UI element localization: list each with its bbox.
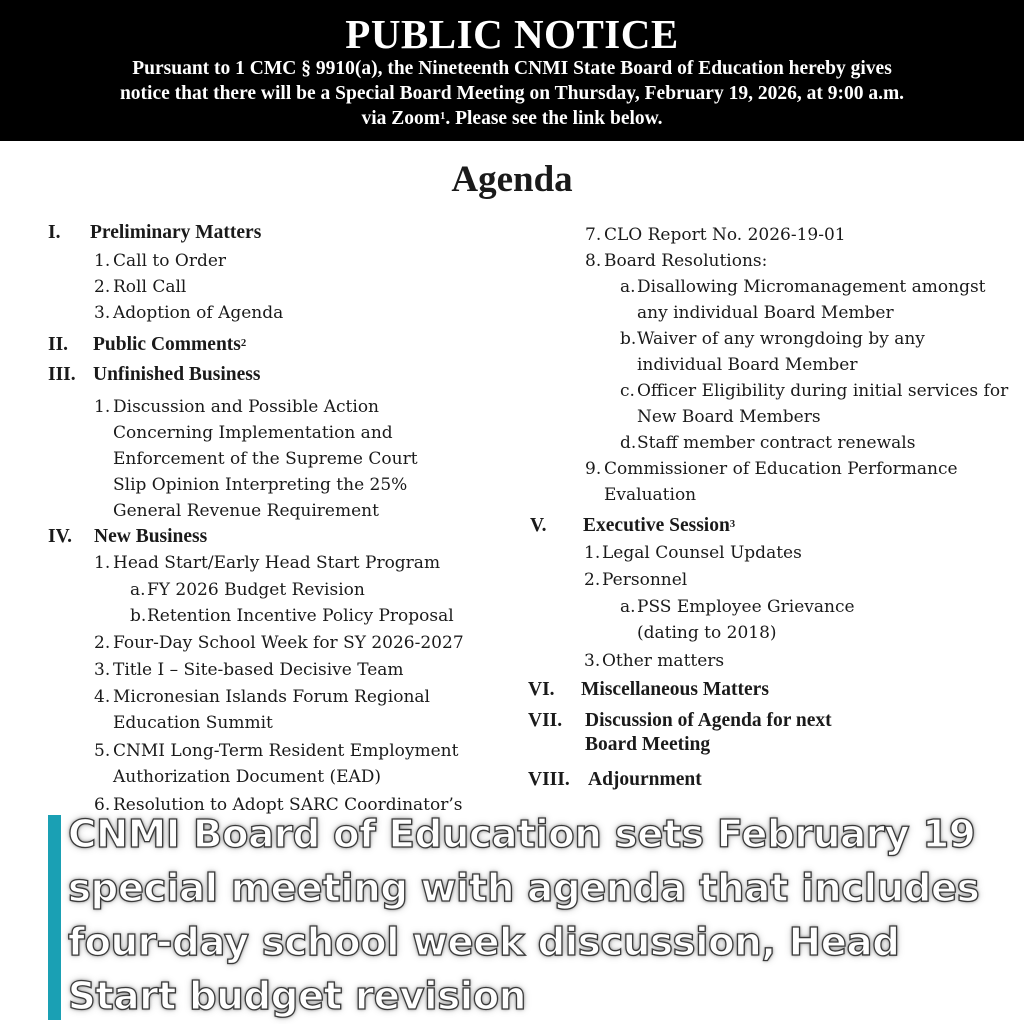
section-number: IV. bbox=[48, 526, 73, 547]
list-item: a. PSS Employee Grievance (dating to 2018) bbox=[620, 597, 855, 643]
section-number: VIII. bbox=[528, 769, 570, 790]
section-heading bbox=[48, 524, 518, 550]
list-item: 2. Four-Day School Week for SY 2026-2027 bbox=[94, 633, 464, 653]
section-title: Adjournment bbox=[588, 769, 702, 790]
section-number: VI. bbox=[528, 679, 555, 700]
notice-line-2: notice that there will be a Special Board Meeting on Thursday, February 19, 2026, at 9:00 a.m. bbox=[119, 83, 905, 104]
section-title: Executive Session bbox=[583, 515, 730, 536]
notice-line-1: Pursuant to 1 CMC § 9910(a), the Nineteenth CNMI State Board of Education hereby gives bbox=[132, 58, 892, 79]
section-title: Miscellaneous Matters bbox=[581, 679, 769, 700]
notice-line-3-pre: via Zoom bbox=[361, 108, 440, 129]
section-number: III. bbox=[48, 364, 76, 385]
section-heading bbox=[528, 675, 1018, 705]
section-title: Public Comments bbox=[93, 334, 241, 355]
section-heading bbox=[48, 330, 518, 360]
section-number: I. bbox=[48, 222, 61, 243]
agenda-right-column bbox=[528, 222, 1018, 795]
footnote-marker: 3 bbox=[729, 518, 736, 530]
list-item: 3. Other matters bbox=[584, 651, 725, 671]
section-title: Discussion of Agenda for next bbox=[585, 710, 832, 731]
list-item: 2. Personnel bbox=[584, 570, 688, 590]
section-title: New Business bbox=[94, 526, 208, 547]
list-item: 7. CLO Report No. 2026-19-01 bbox=[585, 225, 846, 245]
list-item: 3. Adoption of Agenda bbox=[94, 303, 284, 323]
headline-line: special meeting with agenda that includes bbox=[68, 866, 980, 911]
list-item: 4. Micronesian Islands Forum Regional Education Summit bbox=[94, 687, 430, 733]
section-heading bbox=[528, 705, 1018, 765]
list-item: 1. Discussion and Possible Action Concerning Implementation and Enforcement of the Supreme Court Slip Opinion Interpreting the 25% General Revenue Requirement bbox=[94, 397, 418, 521]
list-item: 2. Roll Call bbox=[94, 277, 187, 297]
list-item: d. Staff member contract renewals bbox=[620, 433, 916, 453]
section-number: V. bbox=[530, 515, 547, 536]
list-item: a. FY 2026 Budget Revision bbox=[130, 580, 365, 600]
section-heading bbox=[528, 512, 1018, 540]
agenda-left-column bbox=[48, 218, 518, 818]
section-number: VII. bbox=[528, 710, 563, 731]
headline-line: four-day school week discussion, Head bbox=[68, 920, 900, 965]
agenda-heading: Agenda bbox=[451, 159, 573, 200]
list-item: 1. Call to Order bbox=[94, 251, 227, 271]
headline-line: CNMI Board of Education sets February 19 bbox=[68, 812, 976, 857]
list-item: b. Retention Incentive Policy Proposal bbox=[130, 606, 454, 626]
headline-line: Start budget revision bbox=[68, 974, 526, 1019]
accent-bar bbox=[48, 815, 61, 1020]
section-heading bbox=[48, 218, 518, 248]
section-title: Preliminary Matters bbox=[90, 222, 262, 243]
list-item: 9. Commissioner of Education Performance Evaluation bbox=[585, 459, 958, 505]
footnote-marker: 2 bbox=[240, 337, 247, 349]
list-item: c. Officer Eligibility during initial services for New Board Members bbox=[620, 381, 1009, 427]
list-item: 8. Board Resolutions: bbox=[585, 251, 768, 271]
section-heading bbox=[48, 360, 518, 390]
news-headline bbox=[68, 808, 1018, 1024]
list-item: a. Disallowing Micromanagement amongst any individual Board Member bbox=[620, 277, 986, 323]
section-heading bbox=[528, 765, 1018, 795]
section-title-cont: Board Meeting bbox=[585, 734, 711, 755]
notice-title: PUBLIC NOTICE bbox=[345, 11, 679, 57]
footnote-marker: 1 bbox=[439, 110, 446, 122]
notice-line-3 bbox=[0, 106, 1024, 131]
list-item: 5. CNMI Long-Term Resident Employment Authorization Document (EAD) bbox=[94, 741, 459, 787]
section-title: Unfinished Business bbox=[93, 364, 261, 385]
list-item: 1. Head Start/Early Head Start Program bbox=[94, 553, 441, 573]
list-item: 3. Title I – Site-based Decisive Team bbox=[94, 660, 404, 680]
list-item: b. Waiver of any wrongdoing by any individual Board Member bbox=[620, 329, 925, 375]
list-item: 6. Resolution to Adopt SARC Coordinator’s bbox=[94, 795, 463, 815]
public-notice-banner bbox=[0, 0, 1024, 141]
section-number: II. bbox=[48, 334, 69, 355]
notice-line-3-post: . Please see the link below. bbox=[445, 108, 663, 129]
list-item: 1. Legal Counsel Updates bbox=[584, 543, 802, 563]
